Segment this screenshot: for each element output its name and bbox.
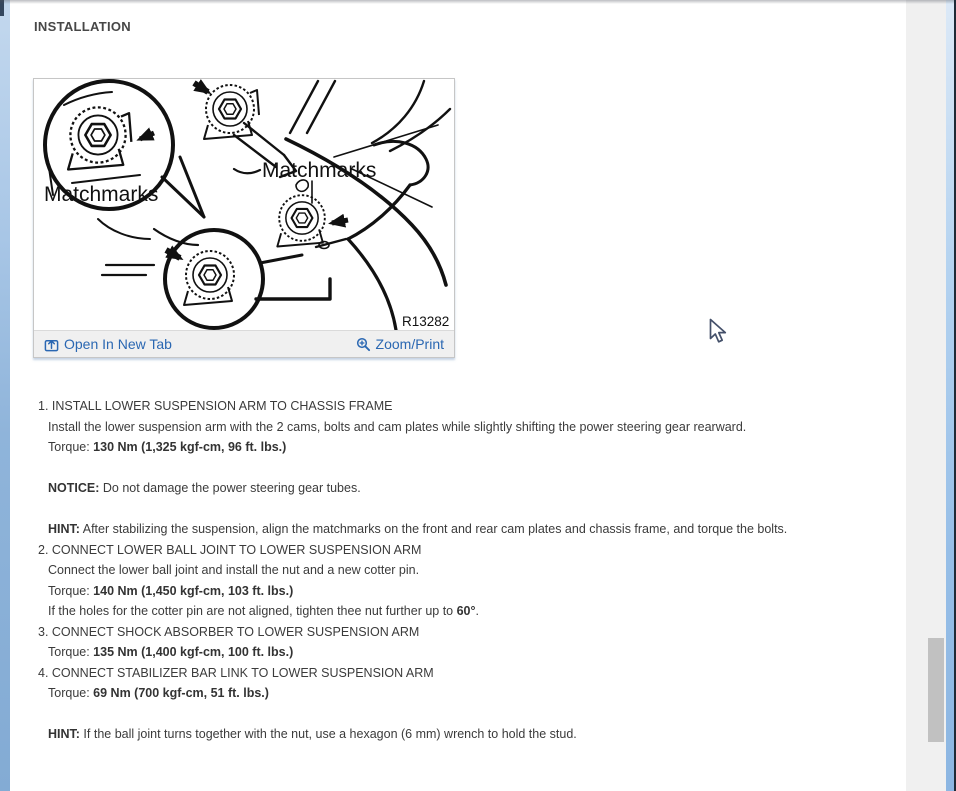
cam-bolt-top bbox=[204, 85, 259, 139]
step-line: Install the lower suspension arm with the 2 cams, bolts and cam plates while slightly shifting the power steering gear rearward. bbox=[48, 419, 747, 434]
figure-toolbar bbox=[34, 330, 454, 357]
step-line: HINT: After stabilizing the suspension, align the matchmarks on the front and rear cam plates and chassis frame, and torque the bolts. bbox=[48, 522, 788, 536]
scrollbar-thumb[interactable] bbox=[928, 638, 944, 742]
zoom-in-icon bbox=[356, 337, 371, 352]
zoom-print-label: Zoom/Print bbox=[375, 336, 444, 352]
step-line: Torque: 135 Nm (1,400 kgf-cm, 100 ft. lbs.) bbox=[48, 645, 294, 659]
cam-bolt-left bbox=[68, 107, 131, 169]
figure-image[interactable] bbox=[34, 79, 452, 330]
figure-card bbox=[33, 78, 455, 358]
step-heading: 4. CONNECT STABILIZER BAR LINK TO LOWER SUSPENSION ARM bbox=[38, 665, 434, 680]
step-spacer bbox=[38, 704, 904, 725]
zoom-print-link[interactable] bbox=[356, 336, 444, 352]
step-line: If the holes for the cotter pin are not aligned, tighten thee nut further up to 60°. bbox=[48, 604, 479, 618]
figure-ref-code: R13282 bbox=[402, 314, 450, 329]
step-heading: 3. CONNECT SHOCK ABSORBER TO LOWER SUSPENSION ARM bbox=[38, 624, 420, 639]
step-line: Torque: 130 Nm (1,325 kgf-cm, 96 ft. lbs.) bbox=[48, 440, 287, 454]
step-line: Torque: 140 Nm (1,450 kgf-cm, 103 ft. lbs.) bbox=[48, 583, 294, 598]
figure-label-matchmarks-right: Matchmarks bbox=[262, 159, 377, 182]
step-spacer bbox=[38, 458, 904, 479]
step-spacer bbox=[38, 499, 904, 520]
background-left-strip bbox=[0, 0, 10, 791]
cam-bolt-bottom bbox=[184, 251, 234, 305]
step-line: Torque: 69 Nm (700 kgf-cm, 51 ft. lbs.) bbox=[48, 686, 269, 700]
steps-list bbox=[38, 396, 904, 745]
suspension-diagram bbox=[34, 79, 452, 330]
scrollbar-track[interactable] bbox=[906, 0, 946, 791]
background-right-strip bbox=[946, 0, 954, 791]
cam-bolt-right bbox=[277, 195, 325, 246]
figure-label-matchmarks-left: Matchmarks bbox=[44, 183, 159, 206]
step-line: Connect the lower ball joint and install the nut and a new cotter pin. bbox=[48, 563, 420, 577]
step-line: HINT: If the ball joint turns together with the nut, use a hexagon (6 mm) wrench to hold the stud. bbox=[48, 727, 577, 741]
step-heading: 2. CONNECT LOWER BALL JOINT TO LOWER SUSPENSION ARM bbox=[38, 542, 422, 557]
open-in-new-tab-link[interactable] bbox=[44, 336, 172, 352]
open-in-new-tab-icon bbox=[44, 337, 59, 352]
section-heading: INSTALLATION bbox=[34, 19, 131, 34]
step-heading: 1. INSTALL LOWER SUSPENSION ARM TO CHASSIS FRAME bbox=[38, 399, 393, 413]
corner-notch bbox=[0, 0, 4, 16]
step-line: NOTICE: Do not damage the power steering gear tubes. bbox=[48, 481, 361, 495]
open-in-new-tab-label: Open In New Tab bbox=[64, 336, 172, 352]
